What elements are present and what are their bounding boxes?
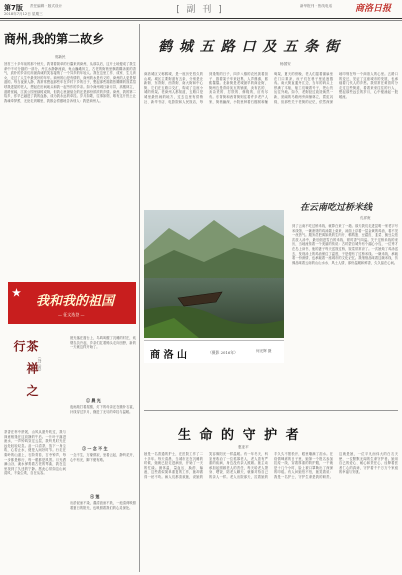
poem-body-2: 夜雨敲打着屋檐，灯下的母亲还在缝补衣裳，针线穿过岁月，缝进了无尽的牵挂与温暖。 bbox=[70, 405, 136, 414]
landscape-photo bbox=[144, 210, 284, 338]
photo-caption-note: （摄影 2016年） bbox=[208, 350, 238, 355]
guardian-byline: 惠亚平 bbox=[238, 445, 249, 449]
poem-body-4: 出淤泥而不染，濯清涟而不妖，一池清荷映照着夏日的阳光，也映照着我们的心灵深处。 bbox=[70, 501, 136, 510]
side-poem-author: 孔祥庚 bbox=[360, 216, 371, 220]
patriotic-banner bbox=[8, 282, 136, 324]
street-headline: 鹤 城 五 路 口 及 五 条 街 bbox=[158, 39, 340, 55]
photo-illustration bbox=[144, 210, 284, 338]
section-title: [ 副 刊 ] bbox=[176, 5, 224, 15]
page-number: 第7版 bbox=[4, 4, 23, 12]
poem-heading-3: ③ 一 念 不 生 bbox=[82, 446, 108, 451]
poem-intro-body: 晨光落在窗台上，鸟鸣叫醒了沉睡的村庄，炊烟袅袅升起，乡亲们扛着锄头走向田野，新的一天就这样开始了。 bbox=[70, 336, 136, 350]
street-body: 商洛城区又称鹤城，是一座历史悠久的山城。城区主要街道有五条，分别是北新街、东背街、西背街、南大街和中心街，它们在五路口交汇，构成了这座小城的骨架。老商州人都知道，五路口是城里最热闹的地方，过去这里有供销社、新华书店、电影院和人民饭店，每到逢集的日子，四乡八镇的农民挑着担子、推着架子车来赶集，人声鼎沸，熙熙攘攘。北新街是老城最早的商业街，街两边是青砖灰瓦的铺面，卖布匹的、卖杂货的、打铁的、修鞋的，应有尽有。东背街和西背街则住着许多老户人家，街巷幽深，小院里种着石榴树和葡萄架，夏天的傍晚，老人们摇着蒲扇坐在门口乘凉，孩子们在巷子里追逐嬉戏。南大街直通丹江边，当年的码头上停满了木船，船工们喊着号子，把山货运往外地。如今，老街经过改造焕然一新，宽阔的马路两旁商铺林立，霓虹闪烁，但那些关于老街的记忆，依然深深地印刻在每一个商洛人的心里。五路口的变迁，见证了这座城市的发展，也承载着几代人的乡愁。我常常在黄昏时分走过这些街道，看着来来往往的行人，想起那些远去的岁月，心中便涌起一股暖流。 bbox=[144, 72, 398, 104]
shangzhou-body: 回首三十多年前的那个秋天，我背着简单的行囊来到商州，从那以后，这片土地便成了我生命中不可分割的一部分。丹江水静静流淌，龟山巍峨耸立，古老的街巷里飘着糊汤面的香气，质朴的乡亲们用最真诚的笑容接纳了一个异乡的年轻人。我在这里工作、成家、生儿育女，走过了人生中最美好的年华。商州的山是有情的，商州的水是有义的，商州的人更是厚道的。每当夜深人静，我常常想起那些年在乡村下乡的日子，想起那些端着热腾腾的饭菜招呼我进屋的老人，想起在田间地头和我一起劳作的乡亲。如今商州城日新月异，高楼林立，道路宽阔，江滨公园里绿树成荫，但我心里最惦念的还是那份浓浓的乡情。商州，我的第二故乡，你早已融进了我的血脉，成为我永远的牵挂。岁月如歌，往事如烟，唯有这片热土让我魂牵梦萦，无论走到哪里，我都会骄傲地告诉别人：我是商州人。 bbox=[4, 62, 136, 103]
header-rule bbox=[0, 18, 402, 19]
street-byline: 杨国安 bbox=[280, 62, 291, 66]
header-right-meta: 新华报刊 · 热线电话 bbox=[300, 4, 333, 8]
poem-body-3: 一念不生，万缘俱寂，坐看云起，静听花开，心中有光，脚下便有路。 bbox=[70, 453, 136, 462]
side-poem-title: 在云南吃过桥米线 bbox=[300, 203, 373, 213]
side-poem-body: 到了云南不吃过桥米线，就算白来了一趟。那天我们走进昆明一家老字号米线馆，一碗滚烫的鸡汤端上桌来，汤面上浮着一层金黄的鸡油，看不见一丝热气。服务员把薄如纸的生肉片、鹌鹑蛋、豆腐皮、韭菜、豌豆尖依次放入汤中，最后倒进雪白的米线，顿时香气四溢。关于过桥米线的来历，当地流传着一个美丽的传说：古时蒙自城外有个湖心小岛，一位秀才在岛上读书，他的妻子每天送饭过桥，饭菜常常凉了。一次她炖了鸡汤送去，发现汤上的鸡油保住了温度，于是便有了过桥米线。一碗米线，承载着一份深情，也承载着一座城市的文化记忆。我细细品味着这碗米线，仿佛品味着云南的山山水水、风土人情，那份温暖和鲜香，久久留在心间。 bbox=[292, 224, 398, 265]
photo-caption-credit: 何光辉 摄 bbox=[256, 349, 272, 353]
poem-column-title: 茶 禅 之 行 bbox=[12, 340, 39, 400]
poem-heading-4: ④ 莲 bbox=[90, 494, 100, 499]
section-divider bbox=[144, 410, 398, 411]
guardian-body: 她是一名普通的护士，在医院工作了二十多年。每天清晨，当城市还在沉睡的时候，她就已经走进病房，开始了一天的忙碌。测体温、量血压、换药、输液，这些看似简单重复的工作，她却做得一丝不苟。病人们都喜欢她，说她的笑容像阳光一样温暖。有一年冬天，科室里收治了一位孤寡老人，老人患有严重的疾病，身边没有亲人照顾。她主动承担起照顾老人的责任，每天给老人擦身、喂饭、陪老人聊天，就像对待自己的亲人一样。老人出院那天，拉着她的手久久不愿松开，眼里噙满了泪水。在疫情肆虐的日子里，她第一个报名参加抗疫一线，穿着厚重的防护服，一干就是十几个小时，脸上被口罩勒出了深深的印痕。有人问她怕不怕，她笑着说：我是一名护士，守护生命是我的职责。这就是她，一位平凡而伟大的白衣天使，一位默默无闻的生命守护者。她用自己的爱心、耐心和责任心，诠释着医者仁心的真谛，守护着千千万万个家庭的幸福与安康。 bbox=[144, 452, 398, 479]
photo-caption-bar bbox=[144, 340, 284, 363]
flag-icon: ★ bbox=[12, 288, 21, 299]
newspaper-brand-logo: 商洛日报 bbox=[355, 4, 392, 14]
poem-column-author: （外三首） bbox=[38, 355, 42, 373]
banner-subtitle: — 征文选登 — bbox=[58, 312, 85, 317]
guardian-headline: 生 命 的 守 护 者 bbox=[178, 428, 301, 443]
poem-column-body: 茶香在杯中舒展，山风从窗外吹过，我与禅意相逢在这寂静的午后。一片叶子落进流水，一声钟鸣穿过云层，我听见时光在远处轻轻叹息。品一口清茶，放下一身尘埃，心若止水，便是人间好时节。行走在秦岭的山道上，石阶青苔，古寺钟声，每一步都是修行，每一眼都是风景。月光洒满山谷，溪水弹奏着古老的琴曲，我在这里找到了久违的宁静。愿此心常如这山间清风，不染尘埃，自在从容。 bbox=[4, 430, 66, 476]
shangzhou-headline: 商州,我的第二故乡 bbox=[4, 32, 105, 46]
photo-caption-title: 商 洛 山 bbox=[150, 350, 187, 361]
banner-title: 我和我的祖国 bbox=[36, 294, 115, 309]
poem-heading-1: ① 晨 光 bbox=[86, 398, 101, 403]
header-left-meta: 责任编辑 · 版式设计 bbox=[30, 4, 63, 8]
header-date-line: 2018年7月12日 星期三 bbox=[4, 12, 43, 16]
column-divider bbox=[139, 24, 140, 572]
header-rule-thin bbox=[0, 20, 402, 21]
shangzhou-byline: 郭新民 bbox=[55, 55, 66, 59]
